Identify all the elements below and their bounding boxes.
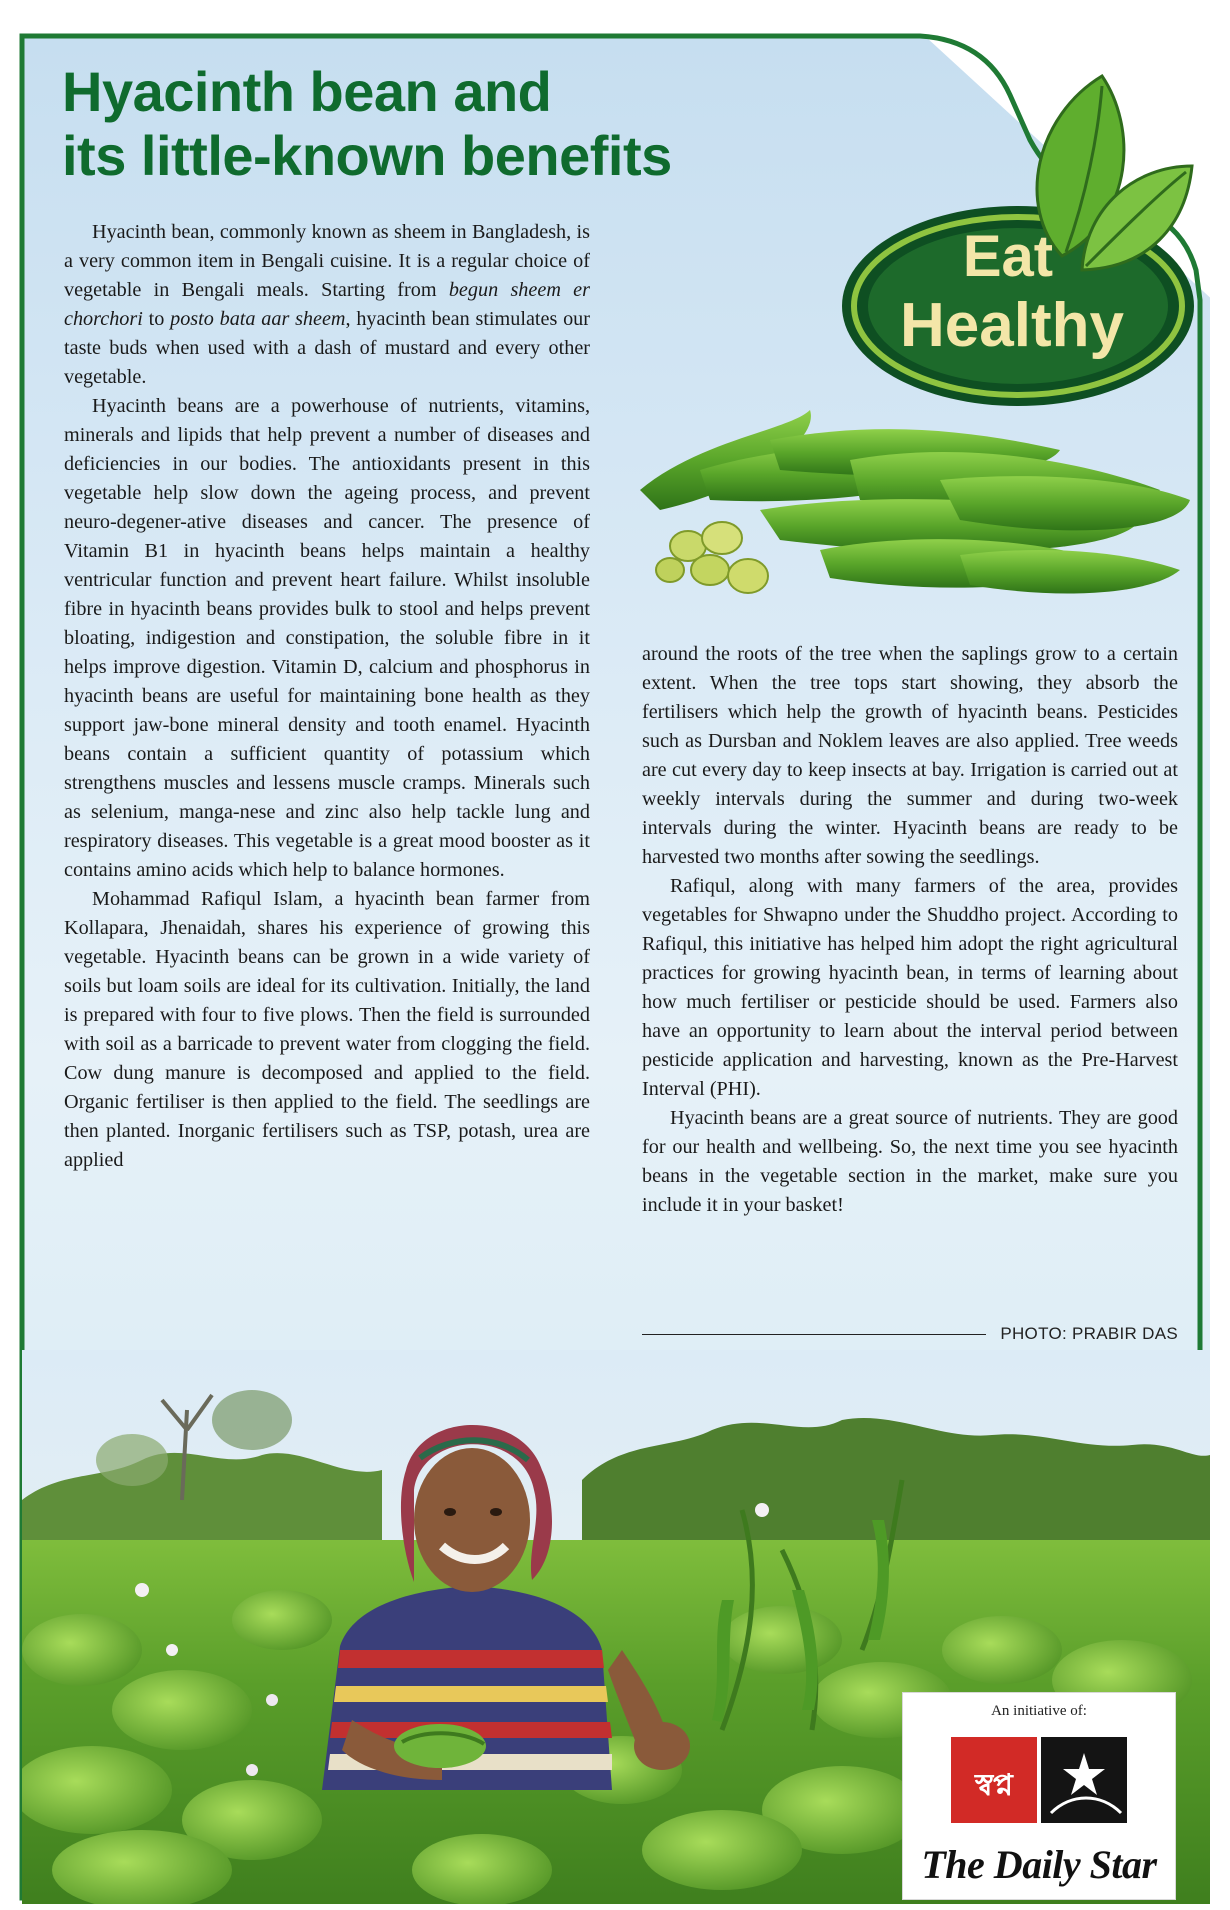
photo-credit-row xyxy=(642,1322,1178,1346)
hyacinth-beans-illustration xyxy=(640,400,1200,620)
badge-line-eat: Eat xyxy=(962,224,1054,289)
leaf-icon xyxy=(1037,76,1192,270)
paragraph-initiative: Rafiqul, along with many farmers of the area, provides vegetables for Shwapno under the Shuddho project. According to Rafiqul, this initiative has helped him adopt the right agricultural practices for growing hyacinth bean, in terms of learning about how much fertiliser or pesticide should be used. Farmers also have an opportunity to learn about the interval period between pesticide application and harvesting, known as the Pre-Harvest Interval (PHI). xyxy=(642,875,1178,1100)
text-run: to xyxy=(142,308,171,330)
article-column-right xyxy=(642,640,1178,1220)
headline-line-1: Hyacinth bean and xyxy=(62,60,552,123)
text-run: Hyacinth bean, commonly known as sheem in Bangladesh, is a very common item in Bengali cuisine. It is a regular choice of vegetable in Bengali meals. Starting from xyxy=(64,221,590,301)
credit-divider xyxy=(642,1334,986,1335)
shwapno-logo xyxy=(951,1733,1127,1829)
dish-name: begun sheem er chorchori xyxy=(64,279,590,330)
shwapno-logo-text: স্বপ্ন xyxy=(975,1768,1013,1803)
article-column-left xyxy=(64,218,590,1175)
page-title xyxy=(62,60,752,188)
paragraph-farmer: Mohammad Rafiqul Islam, a hyacinth bean farmer from Kollapara, Jhenaidah, shares his experience of growing this vegetable. Hyacinth beans can be grown in a wide variety of soils but loam soils are ideal for its cultivation. Initially, the land is prepared with four to five plows. Then the field is surrounded with soil as a barricade to prevent water from clogging the field. Cow dung manure is decomposed and applied to the field. Organic fertiliser is then applied to the field. The seedlings are then planted. Inorganic fertilisers such as TSP, potash, urea are applied xyxy=(64,888,590,1171)
initiative-label: An initiative of: xyxy=(991,1703,1087,1719)
initiative-box xyxy=(902,1692,1176,1900)
paragraph-conclusion: Hyacinth beans are a great source of nutrients. They are good for our health and wellbeing. So, the next time you see hyacinth beans in the vegetable section in the market, make sure you include it in your basket! xyxy=(642,1107,1178,1216)
paragraph-cultivation: around the roots of the tree when the saplings grow to a certain extent. When the tree tops start showing, they absorb the fertilisers which help the growth of hyacinth beans. Pesticides such as Dursban and Noklem leaves are also applied. Tree weeds are cut every day to keep insects at bay. Irrigation is carried out at weekly intervals during the summer and during two-week intervals during the winter. Hyacinth beans are ready to be harvested two months after sowing the seedlings. xyxy=(642,643,1178,868)
dish-name: posto bata aar sheem xyxy=(170,308,346,330)
paragraph-nutrients: Hyacinth beans are a powerhouse of nutrients, vitamins, minerals and lipids that help prevent a number of diseases and deficiencies in our bodies. The antioxidants present in this vegetable help slow down the ageing process, and prevent neuro-degener-ative diseases and cancer. The presence of Vitamin B1 in hyacinth beans helps maintain a healthy ventricular function and prevent heart failure. Whilst insoluble fibre in hyacinth beans provides bulk to stool and helps prevent bloating, indigestion and constipation, the soluble fibre in it helps improve digestion. Vitamin D, calcium and phosphorus in hyacinth beans are useful for maintaining bone health as they support jaw-bone mineral density and tooth enamel. Hyacinth beans contain a sufficient quantity of potassium which strengthens muscles and lessens muscle cramps. Minerals such as selenium, manga-nese and zinc also help tackle lung and respiratory diseases. This vegetable is a great mood booster as it contains amino acids which help to balance hormones. xyxy=(64,395,590,881)
badge-line-healthy: Healthy xyxy=(900,291,1124,360)
daily-star-logo: The Daily Star xyxy=(921,1842,1157,1887)
bean-seeds xyxy=(656,522,768,593)
paragraph-intro xyxy=(64,218,590,392)
eat-healthy-badge xyxy=(836,56,1216,416)
headline-line-2: its little-known benefits xyxy=(62,124,672,187)
text-run: , hyacinth bean stimulates our taste buds when used with a dash of mustard and every other vegetable. xyxy=(64,308,590,388)
photo-credit: PHOTO: PRABIR DAS xyxy=(1000,1324,1178,1343)
